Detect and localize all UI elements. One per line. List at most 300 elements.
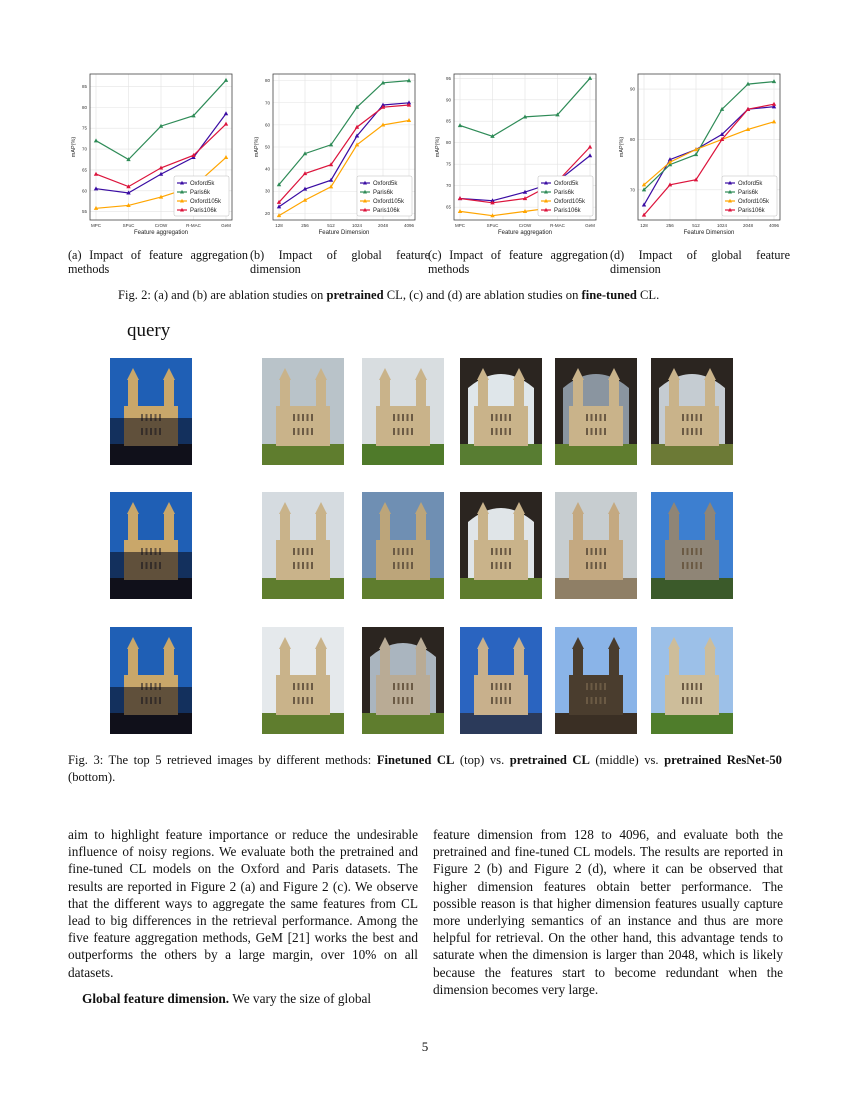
window	[311, 428, 313, 435]
window	[595, 548, 597, 555]
window	[600, 548, 602, 555]
data-point-paris6k	[224, 78, 228, 82]
tower-left	[380, 514, 390, 580]
window	[696, 548, 698, 555]
tower-left	[573, 514, 583, 580]
window	[298, 562, 300, 569]
window	[302, 683, 304, 690]
ground	[555, 578, 637, 599]
chart-c	[426, 70, 601, 240]
caption-text: (bottom).	[68, 770, 116, 784]
window	[509, 683, 511, 690]
tower-left	[380, 649, 390, 715]
window	[393, 428, 395, 435]
window	[293, 697, 295, 704]
retrieved-image	[362, 492, 444, 599]
legend-label: Paris6k	[373, 190, 394, 196]
window	[682, 548, 684, 555]
x-axis-label: Feature aggregation	[133, 230, 189, 236]
x-tick-label: CrOW	[154, 223, 168, 228]
window	[700, 548, 702, 555]
paragraph-text: We vary the size of global	[229, 990, 372, 1006]
legend-label: Paris106k	[373, 208, 400, 214]
window	[604, 548, 606, 555]
window	[595, 562, 597, 569]
x-tick-label: R-MAC	[550, 223, 565, 228]
window	[407, 697, 409, 704]
legend-label: Paris6k	[738, 190, 759, 196]
y-tick-label: 80	[264, 78, 270, 84]
caption-text: Fig. 2: (a) and (b) are ablation studies on	[118, 288, 327, 302]
tower-left	[280, 380, 290, 446]
window	[407, 548, 409, 555]
building-photo	[555, 492, 637, 599]
window	[595, 697, 597, 704]
y-tick-label: 70	[81, 146, 87, 152]
x-tick-label: 2048	[377, 223, 389, 228]
window	[393, 683, 395, 690]
window	[600, 562, 602, 569]
window	[311, 697, 313, 704]
building-photo	[651, 627, 733, 734]
window	[682, 428, 684, 435]
window	[505, 414, 507, 421]
x-tick-label: 4096	[768, 223, 780, 228]
building-photo	[262, 627, 344, 734]
y-axis-label: mAP(%)	[435, 136, 441, 158]
retrieved-image	[460, 358, 542, 465]
paragraph: feature dimension from 128 to 4096, and evaluate both the pretrained and fine-tuned CL models. The results are reported in Figure 2 (b) and Figure 2 (d), where it can be observed that higher dimension features obtain better performance. The possible reason is that higher dimension features usually capture more underlying semantics of an instance and thus are more helpful for retrieval. On the other hand, this advantage tends to saturate when the dimension is larger than 2048, which is likely because the features start to become redundant when the dimension becomes very large.	[433, 827, 783, 997]
window	[393, 414, 395, 421]
building-photo	[262, 492, 344, 599]
window	[307, 683, 309, 690]
x-axis-label: Feature Dimension	[318, 230, 370, 236]
window	[691, 428, 693, 435]
retrieved-image	[460, 627, 542, 734]
caption-text: Fig. 3: The top 5 retrieved images by different methods:	[68, 753, 377, 767]
tower-left	[669, 380, 679, 446]
building-photo	[110, 358, 192, 465]
window	[604, 414, 606, 421]
building-photo	[460, 358, 542, 465]
tower-right	[514, 380, 524, 446]
building-photo	[262, 358, 344, 465]
window	[411, 562, 413, 569]
window	[687, 428, 689, 435]
data-point-paris106k	[588, 145, 592, 149]
window	[591, 414, 593, 421]
tower-left	[669, 514, 679, 580]
window	[293, 428, 295, 435]
window	[591, 562, 593, 569]
window	[496, 697, 498, 704]
window	[586, 683, 588, 690]
ground	[555, 444, 637, 465]
tower-right	[416, 514, 426, 580]
window	[682, 414, 684, 421]
legend-label: Oxford5k	[190, 181, 215, 187]
subcaption-a: (a) Impact of feature aggregation methods	[68, 248, 248, 276]
data-point-paris106k	[224, 122, 228, 126]
window	[307, 414, 309, 421]
window	[696, 428, 698, 435]
tower-right	[316, 380, 326, 446]
y-tick-label: 80	[81, 104, 87, 110]
window	[591, 548, 593, 555]
window	[402, 414, 404, 421]
y-tick-label: 50	[264, 144, 270, 150]
x-tick-label: MPC	[455, 223, 465, 228]
query-image	[110, 627, 192, 734]
window	[700, 562, 702, 569]
window	[407, 414, 409, 421]
window	[600, 414, 602, 421]
tower-left	[573, 380, 583, 446]
legend-label: Oxford105k	[373, 199, 405, 205]
legend-label: Paris106k	[554, 208, 581, 214]
window	[595, 414, 597, 421]
paragraph: aim to highlight feature importance or reduce the undesirable influence of noisy regions. We evaluate both the pretrained and fine-tuned CL models on the Oxford and Paris datasets. The results are reported in Figure 2 (a) and Figure 2 (c). We observe that the different ways to aggregate the same features from CL lead to big differences in the retrieval performance. Among the five feature aggregation methods, GeM [21] works the best and outperforms the others by a large margin, over 10% on all datasets.	[68, 827, 418, 980]
window	[600, 683, 602, 690]
window	[509, 562, 511, 569]
building-photo	[362, 627, 444, 734]
query-label: query	[127, 320, 171, 341]
x-axis-label: Feature aggregation	[497, 230, 553, 236]
series-line-paris6k	[644, 82, 774, 190]
window	[298, 548, 300, 555]
right-column	[433, 826, 783, 998]
window	[402, 548, 404, 555]
window	[311, 548, 313, 555]
legend-label: Oxford105k	[738, 199, 770, 205]
building-photo	[110, 492, 192, 599]
legend-label: Paris106k	[738, 208, 765, 214]
window	[509, 428, 511, 435]
window	[496, 414, 498, 421]
tower-right	[514, 649, 524, 715]
caption-bold: pretrained CL	[509, 753, 590, 767]
window	[586, 697, 588, 704]
y-tick-label: 95	[445, 75, 451, 81]
window	[496, 562, 498, 569]
window	[407, 683, 409, 690]
window	[402, 697, 404, 704]
window	[307, 697, 309, 704]
building-photo	[460, 492, 542, 599]
ground	[460, 578, 542, 599]
window	[591, 697, 593, 704]
window	[293, 562, 295, 569]
window	[307, 562, 309, 569]
window	[491, 562, 493, 569]
retrieved-image	[262, 492, 344, 599]
window	[398, 562, 400, 569]
x-tick-label: 128	[640, 223, 648, 228]
window	[505, 697, 507, 704]
tower-left	[280, 514, 290, 580]
window	[600, 428, 602, 435]
x-tick-label: R-MAC	[186, 223, 201, 228]
y-tick-label: 60	[81, 188, 87, 194]
caption-bold: pretrained ResNet-50	[664, 753, 782, 767]
caption-text: (middle) vs.	[589, 753, 665, 767]
window	[293, 548, 295, 555]
window	[407, 428, 409, 435]
window	[700, 683, 702, 690]
caption-text: CL.	[636, 288, 660, 302]
tower-right	[316, 514, 326, 580]
retrieved-image	[262, 627, 344, 734]
window	[687, 548, 689, 555]
query-image	[110, 492, 192, 599]
chart-c-svg	[426, 70, 601, 240]
tower-right	[514, 514, 524, 580]
ground	[555, 713, 637, 734]
window	[687, 562, 689, 569]
legend-label: Oxford5k	[373, 181, 398, 187]
tower-right	[416, 380, 426, 446]
y-tick-label: 65	[445, 204, 451, 210]
x-tick-label: 1024	[351, 223, 363, 228]
window	[696, 697, 698, 704]
y-tick-label: 60	[264, 122, 270, 128]
ground	[362, 444, 444, 465]
window	[393, 697, 395, 704]
y-axis-label: mAP(%)	[71, 136, 77, 158]
window	[691, 548, 693, 555]
chart-d	[610, 70, 785, 240]
window	[500, 414, 502, 421]
ground	[651, 578, 733, 599]
subcaption-b: (b) Impact of global feature dimension	[250, 248, 430, 276]
legend-label: Paris6k	[554, 190, 575, 196]
data-point-oxford5k	[588, 153, 592, 157]
window	[302, 562, 304, 569]
window	[682, 683, 684, 690]
window	[402, 683, 404, 690]
x-tick-label: CrOW	[518, 223, 532, 228]
window	[586, 562, 588, 569]
ground	[262, 578, 344, 599]
paragraph-heading: Global feature dimension.	[82, 990, 230, 1006]
caption-text: CL, (c) and (d) are ablation studies on	[383, 288, 582, 302]
x-tick-label: 2048	[742, 223, 754, 228]
y-tick-label: 85	[445, 118, 451, 124]
window	[696, 414, 698, 421]
subcaption-d: (d) Impact of global feature dimension	[610, 248, 790, 276]
window	[398, 548, 400, 555]
retrieved-image	[651, 358, 733, 465]
building-photo	[110, 627, 192, 734]
legend-label: Oxford5k	[554, 181, 579, 187]
tower-left	[478, 514, 488, 580]
legend-label: Paris106k	[190, 208, 217, 214]
retrieved-image	[555, 627, 637, 734]
window	[402, 562, 404, 569]
shadow	[110, 418, 192, 465]
ground	[651, 713, 733, 734]
window	[411, 548, 413, 555]
window	[700, 697, 702, 704]
y-tick-label: 70	[264, 100, 270, 106]
window	[491, 683, 493, 690]
window	[604, 428, 606, 435]
window	[500, 683, 502, 690]
data-point-oxford105k	[772, 119, 776, 123]
window	[311, 414, 313, 421]
x-tick-label: GeM	[221, 223, 231, 228]
caption-text: (top) vs.	[454, 753, 510, 767]
y-tick-label: 40	[264, 166, 270, 172]
window	[682, 697, 684, 704]
tower-left	[478, 380, 488, 446]
window	[398, 683, 400, 690]
window	[293, 683, 295, 690]
tower-right	[609, 380, 619, 446]
legend-label: Oxford5k	[738, 181, 763, 187]
y-tick-label: 70	[629, 187, 635, 193]
window	[591, 683, 593, 690]
window	[505, 428, 507, 435]
x-tick-label: MPC	[91, 223, 101, 228]
x-tick-label: 512	[692, 223, 700, 228]
y-tick-label: 75	[445, 161, 451, 167]
window	[500, 697, 502, 704]
tower-right	[316, 649, 326, 715]
window	[491, 697, 493, 704]
y-tick-label: 55	[81, 209, 87, 215]
window	[496, 428, 498, 435]
window	[509, 548, 511, 555]
x-tick-label: 4096	[403, 223, 415, 228]
tower-right	[609, 649, 619, 715]
window	[302, 697, 304, 704]
window	[505, 548, 507, 555]
window	[505, 683, 507, 690]
ground	[262, 713, 344, 734]
window	[696, 683, 698, 690]
page-number: 5	[421, 1039, 429, 1054]
chart-a-svg	[62, 70, 237, 240]
data-point-paris106k	[94, 172, 98, 176]
x-tick-label: 256	[301, 223, 309, 228]
window	[298, 414, 300, 421]
tower-right	[416, 649, 426, 715]
data-point-paris6k	[458, 123, 462, 127]
retrieved-image	[555, 358, 637, 465]
left-column	[68, 826, 418, 1007]
retrieved-image	[362, 358, 444, 465]
y-axis-label: mAP(%)	[254, 136, 260, 158]
y-tick-label: 65	[81, 167, 87, 173]
ground	[460, 444, 542, 465]
figure-2-caption	[118, 287, 758, 304]
window	[298, 697, 300, 704]
tower-left	[478, 649, 488, 715]
y-tick-label: 80	[629, 136, 635, 142]
window	[595, 428, 597, 435]
chart-d-svg	[610, 70, 785, 240]
window	[600, 697, 602, 704]
window	[586, 428, 588, 435]
y-tick-label: 80	[445, 140, 451, 146]
x-tick-label: SPoC	[122, 223, 135, 228]
ground	[362, 713, 444, 734]
window	[595, 683, 597, 690]
window	[604, 697, 606, 704]
window	[491, 428, 493, 435]
tower-right	[705, 649, 715, 715]
data-point-paris106k	[772, 102, 776, 106]
figure-3-caption	[68, 752, 782, 786]
tower-right	[705, 380, 715, 446]
window	[500, 428, 502, 435]
window	[311, 562, 313, 569]
window	[491, 414, 493, 421]
window	[604, 562, 606, 569]
window	[311, 683, 313, 690]
window	[298, 428, 300, 435]
x-tick-label: 128	[275, 223, 283, 228]
subcaption-c: (c) Impact of feature aggregation methods	[428, 248, 608, 276]
building-photo	[555, 627, 637, 734]
window	[509, 414, 511, 421]
window	[298, 683, 300, 690]
retrieved-image	[651, 492, 733, 599]
window	[687, 697, 689, 704]
data-point-paris6k	[94, 138, 98, 142]
tower-left	[669, 649, 679, 715]
window	[398, 428, 400, 435]
data-point-oxford105k	[224, 155, 228, 159]
retrieved-image	[362, 627, 444, 734]
window	[696, 562, 698, 569]
x-tick-label: 512	[327, 223, 335, 228]
window	[687, 683, 689, 690]
caption-bold: fine-tuned	[581, 288, 637, 302]
building-photo	[362, 358, 444, 465]
chart-b-svg	[245, 70, 420, 240]
window	[691, 562, 693, 569]
window	[302, 414, 304, 421]
window	[682, 562, 684, 569]
legend-label: Oxford105k	[554, 199, 586, 205]
y-tick-label: 75	[81, 125, 87, 131]
y-tick-label: 70	[445, 183, 451, 189]
window	[700, 414, 702, 421]
chart-a	[62, 70, 237, 240]
window	[393, 562, 395, 569]
window	[691, 683, 693, 690]
window	[293, 414, 295, 421]
window	[687, 414, 689, 421]
window	[307, 548, 309, 555]
data-point-oxford105k	[407, 118, 411, 122]
tower-left	[380, 380, 390, 446]
building-photo	[362, 492, 444, 599]
window	[586, 548, 588, 555]
shadow	[110, 687, 192, 734]
window	[302, 428, 304, 435]
paragraph	[68, 990, 418, 1007]
x-tick-label: 256	[666, 223, 674, 228]
y-tick-label: 85	[81, 84, 87, 90]
window	[591, 428, 593, 435]
window	[700, 428, 702, 435]
legend-label: Paris6k	[190, 190, 211, 196]
window	[407, 562, 409, 569]
x-tick-label: SPoC	[486, 223, 499, 228]
